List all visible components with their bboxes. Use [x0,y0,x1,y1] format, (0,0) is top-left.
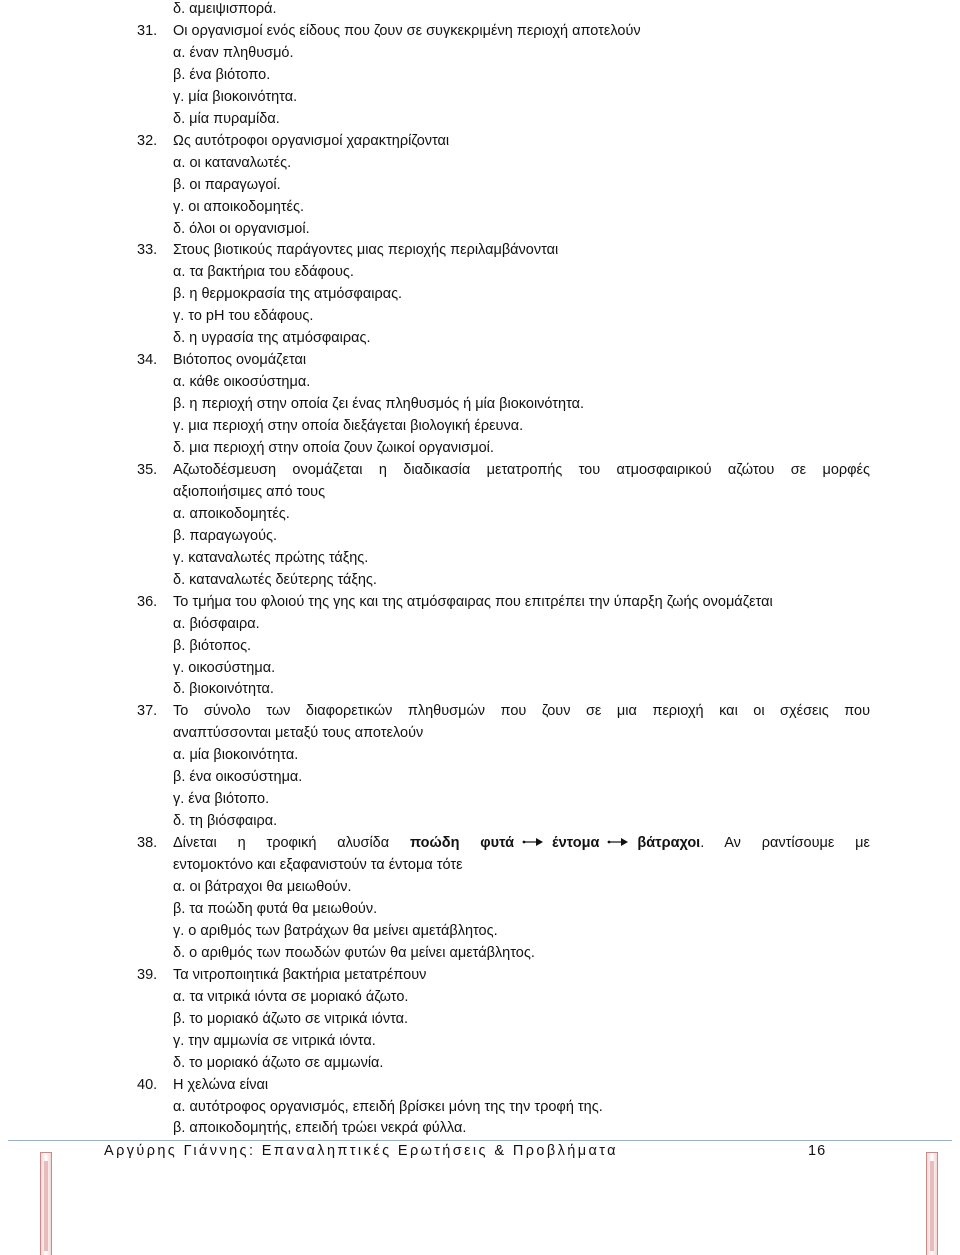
answer-option [0,1097,960,1117]
option-text: δ. μια περιοχή στην οποία ζουν ζωικοί οργανισμοί. [173,440,494,456]
question-line [0,1075,960,1095]
answer-option [0,175,960,195]
answer-option [0,789,960,809]
answer-option [0,658,960,678]
answer-option [0,416,960,436]
option-text: γ. καταναλωτές πρώτης τάξης. [173,550,369,566]
option-text: γ. οικοσύστημα. [173,660,276,676]
question-number: 33. [137,242,158,258]
answer-option [0,1031,960,1051]
answer-option [0,153,960,173]
answer-option [0,614,960,634]
answer-option [0,219,960,239]
page-number: 16 [808,1143,827,1159]
option-text: δ. το μοριακό άζωτο σε αμμωνία. [173,1055,384,1071]
option-text: α. αυτότροφος οργανισμός, επειδή βρίσκει μόνη της την τροφή της. [173,1099,603,1115]
decorative-bar-right [926,1152,938,1255]
answer-option [0,87,960,107]
answer-option [0,855,960,875]
question-number: 39. [137,967,158,983]
option-text: γ. την αμμωνία σε νιτρικά ιόντα. [173,1033,376,1049]
option-text: β. βιότοπος. [173,638,252,654]
answer-option [0,526,960,546]
question-line [0,131,960,151]
option-text: α. τα βακτήρια του εδάφους. [173,264,354,280]
question-number: 32. [137,133,158,149]
answer-option [0,65,960,85]
option-text: β. αποικοδομητής, επειδή τρώει νεκρά φύλλα. [173,1120,467,1136]
question-text: Βιότοπος ονομάζεται [173,352,307,368]
answer-option [0,482,960,502]
question-text: Οι οργανισμοί ενός είδους που ζουν σε συγκεκριμένη περιοχή αποτελούν [173,23,641,39]
option-text: γ. μια περιοχή στην οποία διεξάγεται βιολογική έρευνα. [173,418,524,434]
option-text: γ. ο αριθμός των βατράχων θα μείνει αμετάβλητος. [173,923,498,939]
answer-option [0,1009,960,1029]
question-text: Τα νιτροποιητικά βακτήρια μετατρέπουν [173,967,427,983]
option-text: δ. ο αριθμός των ποωδών φυτών θα μείνει αμετάβλητος. [173,945,535,961]
answer-option [0,284,960,304]
question-number: 36. [137,594,158,610]
option-text: γ. οι αποικοδομητές. [173,199,304,215]
answer-option [0,306,960,326]
option-text: β. ένα βιότοπο. [173,67,271,83]
option-text: α. οι καταναλωτές. [173,155,292,171]
answer-option [0,197,960,217]
option-text: δ. όλοι οι οργανισμοί. [173,221,310,237]
option-text: α. έναν πληθυσμό. [173,45,294,61]
question-text: Στους βιοτικούς παράγοντες μιας περιοχής περιλαμβάνονται [173,242,559,258]
option-text: β. το μοριακό άζωτο σε νιτρικά ιόντα. [173,1011,409,1027]
question-line [0,592,960,612]
answer-option [0,0,960,19]
option-text: β. η περιοχή στην οποία ζει ένας πληθυσμός ή μία βιοκοινότητα. [173,396,584,412]
question-line [0,965,960,985]
option-text: α. αποικοδομητές. [173,506,290,522]
answer-option [0,1118,960,1138]
chain-consumer-2: βάτραχοι [637,835,701,851]
question-number: 40. [137,1077,158,1093]
question-text: Ως αυτότροφοι οργανισμοί χαρακτηρίζονται [173,133,450,149]
chain-consumer-1: έντομα [552,835,600,851]
question-line [0,350,960,370]
question-number: 34. [137,352,158,368]
footer-title: Αργύρης Γιάννης: Επαναληπτικές Ερωτήσεις & Προβλήματα [104,1143,618,1159]
answer-option [0,921,960,941]
option-text: εντομοκτόνο και εξαφανιστούν τα έντομα τότε [173,857,463,873]
answer-option [0,570,960,590]
option-text: γ. το pH του εδάφους. [173,308,314,324]
option-text: δ. καταναλωτές δεύτερης τάξης. [173,572,377,588]
question-line [0,21,960,41]
answer-option [0,679,960,699]
option-text: α. οι βάτραχοι θα μειωθούν. [173,879,352,895]
option-text: β. οι παραγωγοί. [173,177,281,193]
chain-producer: ποώδη φυτά [409,835,515,851]
answer-option [0,811,960,831]
option-text: β. ένα οικοσύστημα. [173,769,303,785]
answer-option [0,767,960,787]
chain-outro: . Αν ραντίσουμε με [700,835,871,851]
answer-option [0,745,960,765]
option-text: α. τα νιτρικά ιόντα σε μοριακό άζωτο. [173,989,409,1005]
option-text: β. παραγωγούς. [173,528,278,544]
decorative-bar-left [40,1152,52,1255]
question-line [0,701,960,721]
answer-option [0,262,960,282]
option-text: α. κάθε οικοσύστημα. [173,374,311,390]
option-text: δ. τη βιόσφαιρα. [173,813,278,829]
arrow-icon [522,836,544,848]
question-number: 35. [137,462,158,478]
question-text [173,833,870,853]
answer-option [0,1053,960,1073]
answer-option [0,504,960,524]
question-number: 38. [137,835,158,851]
answer-option [0,987,960,1007]
option-text: β. η θερμοκρασία της ατμόσφαιρας. [173,286,403,302]
answer-option [0,328,960,348]
answer-option [0,943,960,963]
option-text: γ. ένα βιότοπο. [173,791,270,807]
question-text: Το σύνολο των διαφορετικών πληθυσμών που ζουν σε μια περιοχή και οι σχέσεις που [173,703,870,719]
option-text: δ. μία πυραμίδα. [173,111,280,127]
answer-option [0,394,960,414]
option-text: δ. βιοκοινότητα. [173,681,274,697]
option-text: α. βιόσφαιρα. [173,616,260,632]
answer-option [0,877,960,897]
question-text: Η χελώνα είναι [173,1077,269,1093]
option-text: δ. η υγρασία της ατμόσφαιρας. [173,330,371,346]
option-text: αξιοποιήσιμες από τους [173,484,326,500]
chain-intro: Δίνεται η τροφική αλυσίδα [173,835,390,851]
arrow-icon [607,836,629,848]
answer-option [0,723,960,743]
answer-option [0,109,960,129]
question-line [0,240,960,260]
question-line [0,833,960,853]
option-text: αναπτύσσονται μεταξύ τους αποτελούν [173,725,424,741]
option-text: γ. μία βιοκοινότητα. [173,89,298,105]
question-line [0,460,960,480]
question-text: Το τμήμα του φλοιού της γης και της ατμόσφαιρας που επιτρέπει την ύπαρξη ζωής ονομάζεται [173,594,773,610]
option-text: α. μία βιοκοινότητα. [173,747,299,763]
answer-option [0,636,960,656]
option-text: δ. αμειψισπορά. [173,1,277,17]
question-text: Αζωτοδέσμευση ονομάζεται η διαδικασία μετατροπής του ατμοσφαιρικού αζώτου σε μορφές [173,462,870,478]
answer-option [0,43,960,63]
answer-option [0,548,960,568]
option-text: β. τα ποώδη φυτά θα μειωθούν. [173,901,378,917]
answer-option [0,372,960,392]
question-number: 37. [137,703,158,719]
question-number: 31. [137,23,158,39]
footer-divider [8,1140,952,1141]
answer-option [0,899,960,919]
answer-option [0,438,960,458]
